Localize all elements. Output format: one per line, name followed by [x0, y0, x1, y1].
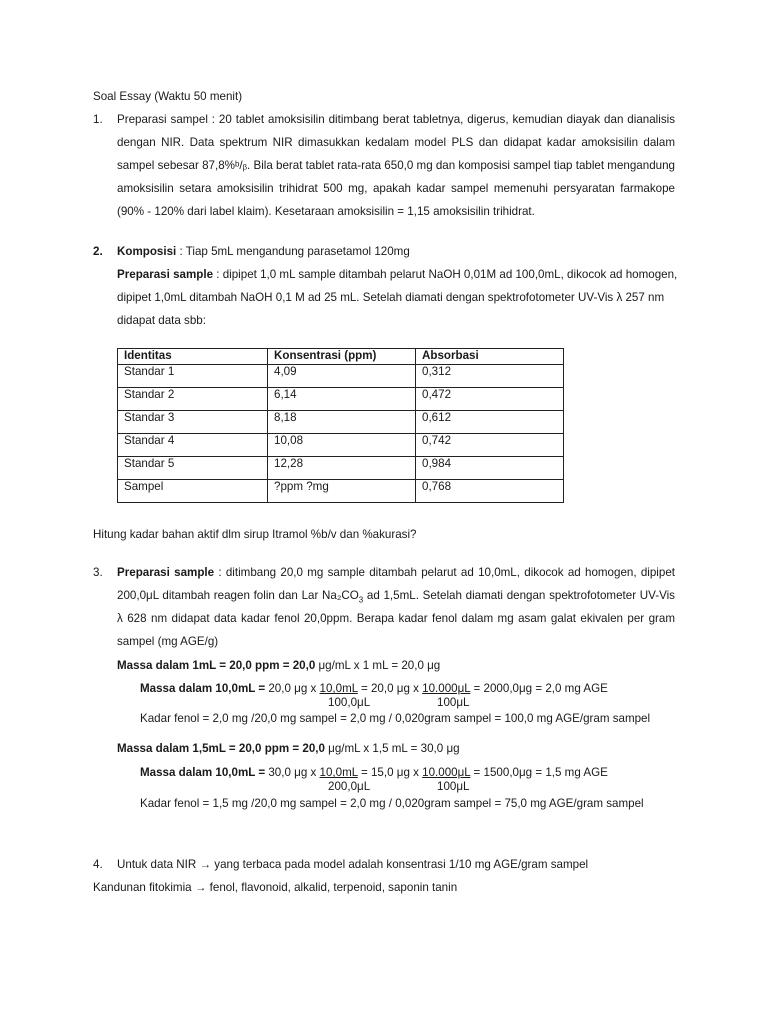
q3-text-2-sub: 3: [358, 595, 364, 605]
q1-number: 1.: [93, 113, 103, 126]
q3-line-1: [117, 566, 675, 579]
document-title: Soal Essay (Waktu 50 menit): [93, 90, 243, 103]
q3-text-1: : ditimbang 20,0 mg sample ditambah pelarut ad 10,0mL, dikocok ad homogen, dipipet: [214, 566, 675, 579]
q2-prep-line-1: [117, 268, 678, 281]
table-cell-identitas: Standar 5: [118, 457, 268, 480]
q2-komposisi-label: Komposisi: [117, 245, 177, 258]
q2-prep-line-3: didapat data sbb:: [117, 314, 206, 327]
calc1-step-bold: Massa dalam 10,0mL =: [140, 682, 266, 695]
q3-line-2: [117, 589, 675, 604]
table-row: [118, 388, 564, 411]
calc1-step-a: 20,0 μg x: [265, 682, 320, 695]
table-cell-absorbasi: 0,612: [416, 411, 564, 434]
q4-line-2: Kandunan fitokimia → fenol, flavonoid, alkalid, terpenoid, saponin tanin: [93, 881, 458, 894]
table-cell-identitas: Standar 2: [118, 388, 268, 411]
table-cell-konsentrasi: 6,14: [268, 388, 416, 411]
q3-text-2b: ad 1,5mL. Setelah diamati dengan spektrofotometer UV-Vis: [363, 589, 675, 602]
calc1-kadar: Kadar fenol = 2,0 mg /20,0 mg sampel = 2,0 mg / 0,020gram sampel = 100,0 mg AGE/gram sampel: [140, 712, 651, 725]
q4-number: 4.: [93, 858, 103, 871]
q4-line-1: Untuk data NIR → yang terbaca pada model adalah konsentrasi 1/10 mg AGE/gram sampel: [117, 858, 589, 871]
table-cell-absorbasi: 0,472: [416, 388, 564, 411]
q3-line-3: λ 628 nm didapat data kadar fenol 20,0ppm. Berapa kadar fenol dalam mg asam galat ekivalen per gram: [117, 612, 675, 625]
table-row: [118, 411, 564, 434]
table-cell-identitas: Standar 3: [118, 411, 268, 434]
calc2-denominator-1: 200,0μL: [328, 780, 371, 793]
q3-text-2-c: ₂CO: [336, 589, 359, 602]
q2-prep-line-2: dipipet 1,0mL ditambah NaOH 0,1 M ad 25 mL. Setelah diamati dengan spektrofotometer UV-Vis λ 257 nm: [117, 291, 665, 304]
calc1-frac-1: 10,0mL: [319, 682, 358, 695]
q2-komposisi-text: : Tiap 5mL mengandung parasetamol 120mg: [176, 245, 410, 258]
q1-line-2: dengan NIR. Data spektrum NIR dimasukkan kedalam model PLS dan didapat kadar amoksisilin dalam: [117, 136, 675, 149]
calc2-step-b: = 15,0 μg x: [357, 766, 423, 779]
calc1-step-b: = 20,0 μg x: [357, 682, 423, 695]
table-cell-identitas: Standar 4: [118, 434, 268, 457]
q2-number: 2.: [93, 245, 103, 258]
calc2-heading-rest: μg/mL x 1,5 mL = 30,0 μg: [324, 742, 460, 755]
q2-prep-label: Preparasi sample: [117, 268, 214, 281]
q3-line-4: sampel (mg AGE/g): [117, 635, 219, 648]
calc1-heading: [117, 659, 440, 672]
table-row: [118, 457, 564, 480]
calc2-heading: [117, 742, 460, 755]
calc1-denominator-1: 100,0μL: [328, 696, 371, 709]
table-cell-identitas: Standar 1: [118, 365, 268, 388]
q2-prep-text-1: : dipipet 1,0 mL sample ditambah pelarut NaOH 0,01M ad 100,0mL, dikocok ad homogen,: [213, 268, 678, 281]
q1-line-3: sampel sebesar 87,8%ᵇ/ᵦ. Bila berat tablet rata-rata 650,0 mg dan komposisi sampel tiap tablet mengandung: [117, 159, 675, 172]
table-cell-konsentrasi: 4,09: [268, 365, 416, 388]
calc2-step: [140, 766, 608, 779]
table-cell-konsentrasi: ?ppm ?mg: [268, 480, 416, 503]
table-cell-konsentrasi: 8,18: [268, 411, 416, 434]
calc2-step-c: = 1500,0μg = 1,5 mg AGE: [470, 766, 608, 779]
table-cell-absorbasi: 0,742: [416, 434, 564, 457]
table-row: [118, 365, 564, 388]
calc2-step-bold: Massa dalam 10,0mL =: [140, 766, 266, 779]
calc2-heading-bold: Massa dalam 1,5mL = 20,0 ppm = 20,0: [117, 742, 325, 755]
q1-line-5: (90% - 120% dari label klaim). Kesetaraan amoksisilin = 1,15 amoksisilin trihidrat.: [117, 205, 535, 218]
calc1-step: [140, 682, 608, 695]
table-row: [118, 434, 564, 457]
calc1-heading-rest: μg/mL x 1 mL = 20,0 μg: [315, 659, 441, 672]
table-cell-absorbasi: 0,768: [416, 480, 564, 503]
q3-number: 3.: [93, 566, 103, 579]
table-cell-identitas: Sampel: [118, 480, 268, 503]
table-header-row: [118, 349, 564, 365]
q3-text-2a: 200,0μL ditambah reagen folin dan Lar Na: [117, 589, 337, 602]
q3-prep-label: Preparasi sample: [117, 566, 215, 579]
q2-question: Hitung kadar bahan aktif dlm sirup Itramol %b/v dan %akurasi?: [93, 528, 417, 541]
calc2-kadar: Kadar fenol = 1,5 mg /20,0 mg sampel = 2,0 mg / 0,020gram sampel = 75,0 mg AGE/gram sampel: [140, 797, 644, 810]
table-cell-absorbasi: 0,984: [416, 457, 564, 480]
calc1-frac-2: 10.000μL: [422, 682, 471, 695]
q1-line-1: Preparasi sampel : 20 tablet amoksisilin ditimbang berat tabletnya, digerus, kemudian diayak dan dianalisis: [117, 113, 675, 126]
calc2-denominator-2: 100μL: [437, 780, 470, 793]
calc1-denominator-2: 100μL: [437, 696, 470, 709]
table-header-absorbasi: Absorbasi: [416, 349, 564, 365]
table-cell-konsentrasi: 12,28: [268, 457, 416, 480]
calc2-step-a: 30,0 μg x: [265, 766, 320, 779]
table-header-konsentrasi: Konsentrasi (ppm): [268, 349, 416, 365]
calc2-frac-2: 10.000μL: [422, 766, 471, 779]
q2-komposisi: [117, 245, 410, 258]
table-row: [118, 480, 564, 503]
calc2-frac-1: 10,0mL: [319, 766, 358, 779]
calc1-heading-bold: Massa dalam 1mL = 20,0 ppm = 20,0: [117, 659, 316, 672]
q2-data-table: [117, 348, 564, 503]
q1-line-4: amoksisilin setara amoksisilin trihidrat 500 mg, apakah kadar sampel memenuhi persyaratan farmakope: [117, 182, 675, 195]
table-cell-absorbasi: 0,312: [416, 365, 564, 388]
table-header-identitas: Identitas: [118, 349, 268, 365]
calc1-step-c: = 2000,0μg = 2,0 mg AGE: [470, 682, 608, 695]
table-cell-konsentrasi: 10,08: [268, 434, 416, 457]
